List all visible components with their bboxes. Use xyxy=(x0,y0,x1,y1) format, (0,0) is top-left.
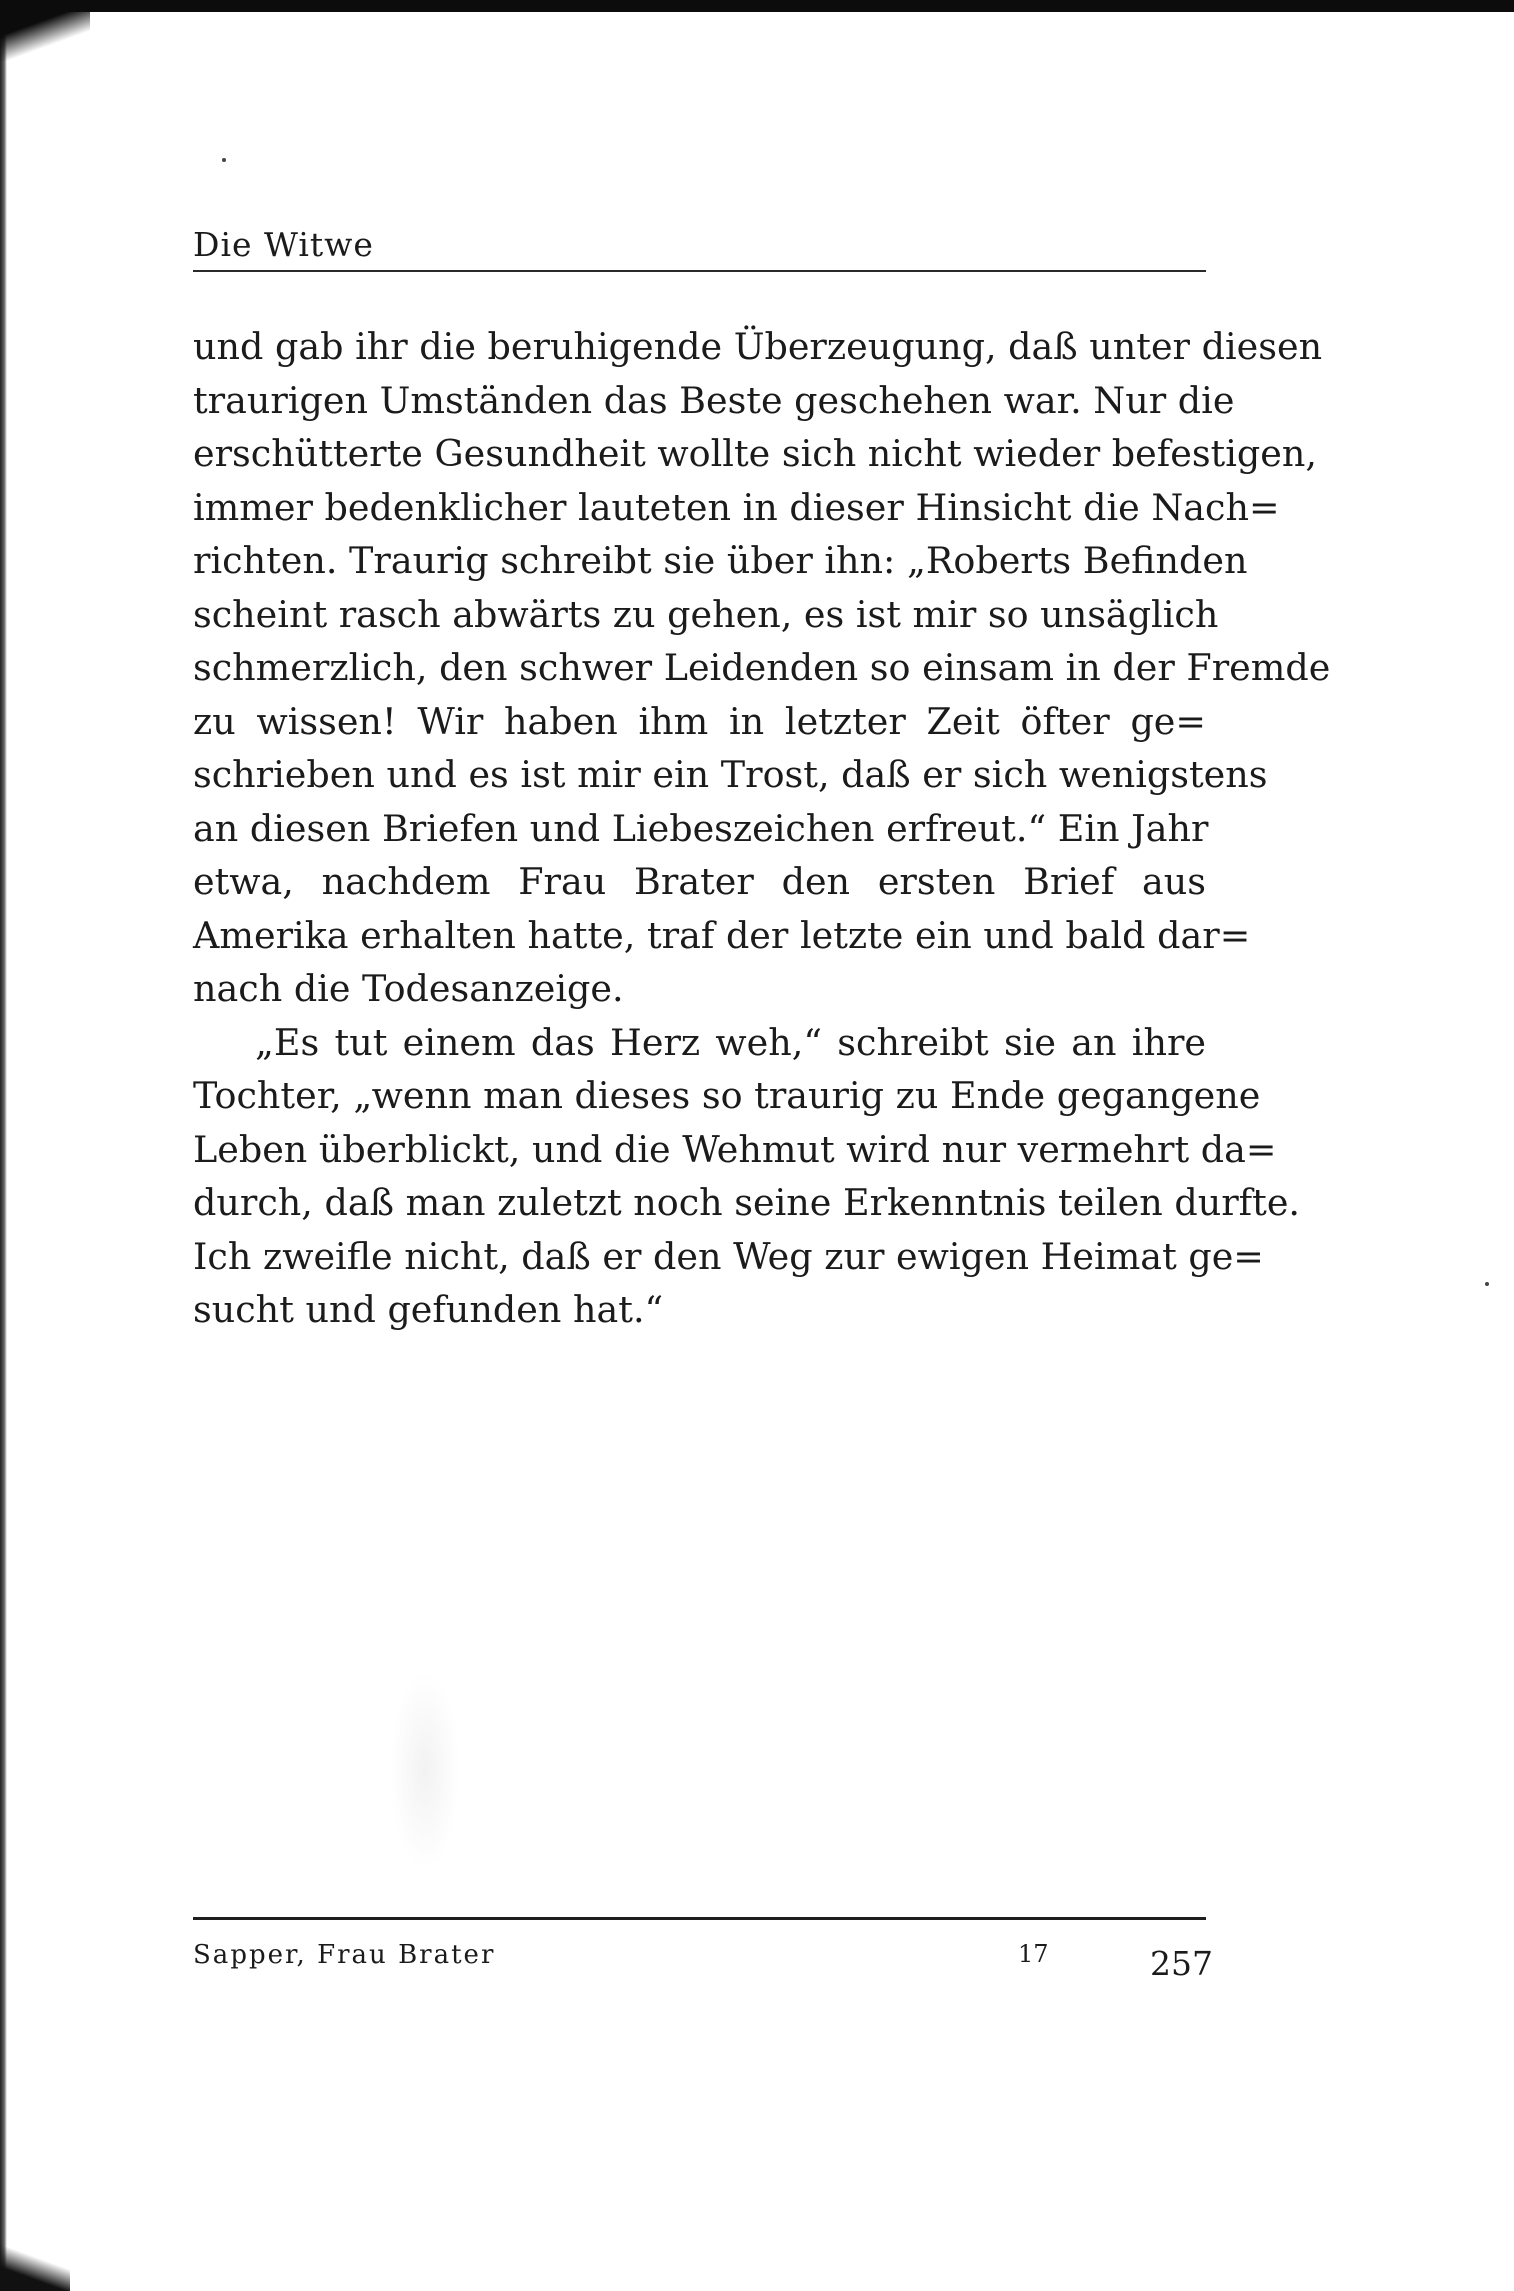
page-number: 257 xyxy=(1150,1944,1213,1983)
text-line: zu wissen! Wir haben ihm in letzter Zeit öfter ge= xyxy=(193,699,1206,743)
footer-signature: Sapper, Frau Brater xyxy=(193,1940,496,1970)
paper-stain xyxy=(390,1670,460,1870)
text-line: richten. Traurig schreibt sie über ihn: „Roberts Befinden xyxy=(193,539,1248,582)
text-line: Amerika erhalten hatte, traf der letzte ein und bald dar= xyxy=(193,913,1251,957)
body-text xyxy=(193,320,1331,1337)
scan-shadow-top-left xyxy=(0,0,90,70)
scan-shadow-bottom-left xyxy=(0,2231,70,2291)
text-line: immer bedenklicher lauteten in dieser Hinsicht die Nach= xyxy=(193,485,1280,529)
text-line: schrieben und es ist mir ein Trost, daß er sich wenigstens xyxy=(193,753,1268,796)
sheet-number: 17 xyxy=(1018,1940,1049,1968)
text-line: Ich zweifle nicht, daß er den Weg zur ewigen Heimat ge= xyxy=(193,1234,1264,1278)
text-line: an diesen Briefen und Liebeszeichen erfreut.“ Ein Jahr xyxy=(193,806,1209,850)
text-line: sucht und gefunden hat.“ xyxy=(193,1288,664,1331)
header-rule xyxy=(193,270,1206,272)
text-line: schmerzlich, den schwer Leidenden so einsam in der Fremde xyxy=(193,646,1331,689)
text-line: „Es tut einem das Herz weh,“ schreibt sie an ihre xyxy=(255,1020,1206,1064)
scan-border-top xyxy=(0,0,1514,12)
text-line: durch, daß man zuletzt noch seine Erkenntnis teilen durfte. xyxy=(193,1181,1301,1224)
text-line: traurigen Umständen das Beste geschehen war. Nur die xyxy=(193,378,1235,422)
ink-speck xyxy=(222,158,226,162)
ink-speck xyxy=(1485,1282,1489,1286)
footer-rule xyxy=(193,1917,1206,1920)
running-head: Die Witwe xyxy=(193,225,374,264)
text-line: Leben überblickt, und die Wehmut wird nur vermehrt da= xyxy=(193,1127,1277,1171)
text-line: etwa, nachdem Frau Brater den ersten Brief aus xyxy=(193,860,1206,903)
text-line: nach die Todesanzeige. xyxy=(193,967,624,1010)
text-line: scheint rasch abwärts zu gehen, es ist mir so unsäglich xyxy=(193,592,1219,636)
text-line: erschütterte Gesundheit wollte sich nicht wieder befestigen, xyxy=(193,432,1317,475)
scan-border-left xyxy=(0,0,7,2291)
text-line: Tochter, „wenn man dieses so traurig zu Ende gegangene xyxy=(193,1074,1261,1117)
text-line: und gab ihr die beruhigende Überzeugung, daß unter diesen xyxy=(193,325,1323,368)
